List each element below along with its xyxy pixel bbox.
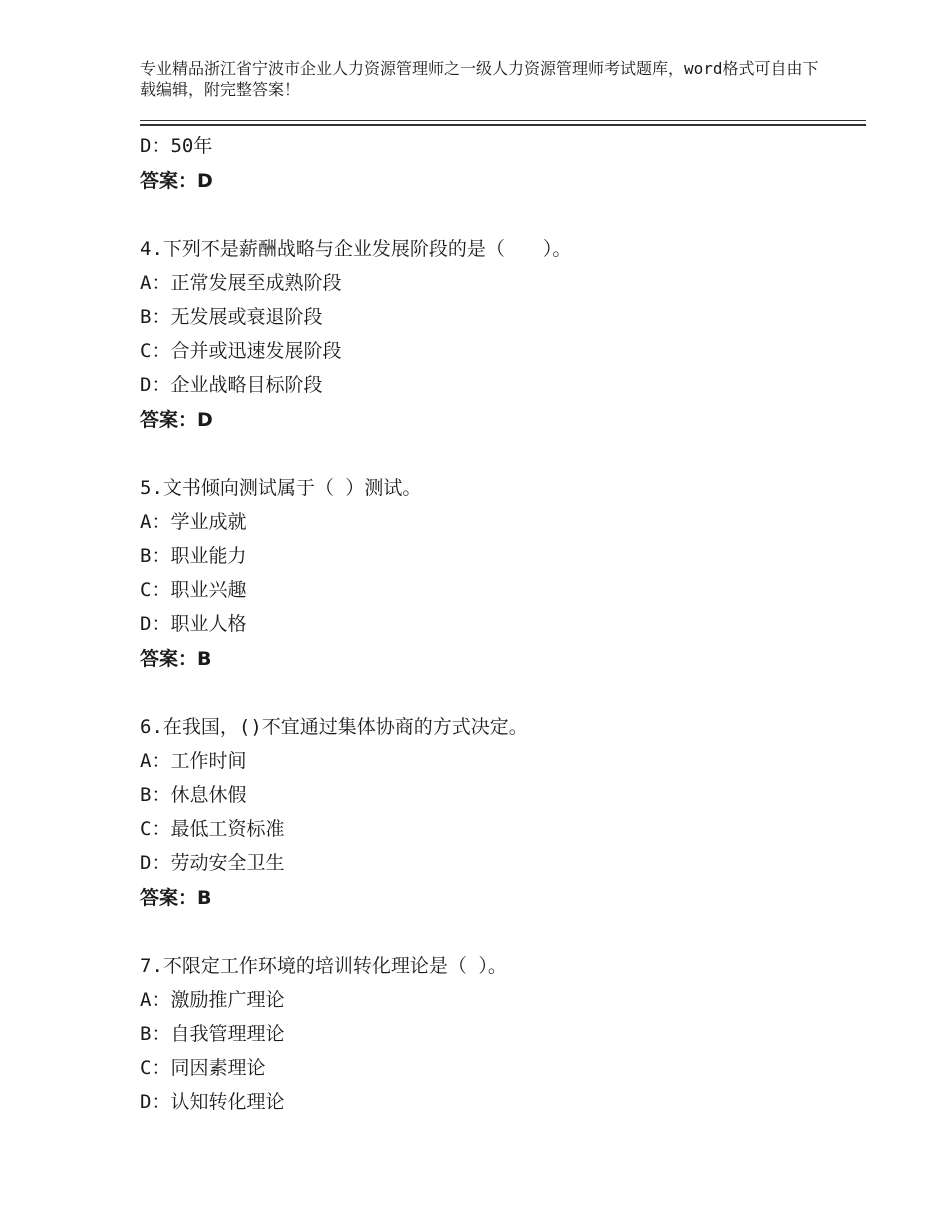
q7-stem: 7.不限定工作环境的培训转化理论是（ ）。 [140, 955, 507, 977]
q5-option-a: A：学业成就 [140, 511, 247, 533]
q7-option-b: B：自我管理理论 [140, 1023, 285, 1045]
q6-option-c: C：最低工资标准 [140, 818, 285, 840]
document-header: 专业精品浙江省宁波市企业人力资源管理师之一级人力资源管理师考试题库，word格式可自由下载编辑，附完整答案！ [140, 59, 819, 99]
q5-stem: 5.文书倾向测试属于（ ）测试。 [140, 477, 422, 499]
q5-option-d: D：职业人格 [140, 613, 247, 635]
q5-option-c: C：职业兴趣 [140, 579, 247, 601]
q7-option-a: A：激励推广理论 [140, 989, 285, 1011]
q6-option-a: A：工作时间 [140, 750, 247, 772]
q5-answer: 答案：B [140, 648, 212, 670]
q4-stem: 4.下列不是薪酬战略与企业发展阶段的是（ ）。 [140, 238, 572, 260]
q6-option-b: B：休息休假 [140, 784, 247, 806]
q6-stem: 6.在我国，()不宜通过集体协商的方式决定。 [140, 716, 528, 738]
q4-option-b: B：无发展或衰退阶段 [140, 306, 323, 328]
q6-option-d: D：劳动安全卫生 [140, 852, 285, 874]
q3-answer: 答案：D [140, 170, 213, 192]
q7-option-d: D：认知转化理论 [140, 1091, 285, 1113]
q4-option-c: C：合并或迅速发展阶段 [140, 340, 342, 362]
q4-option-a: A：正常发展至成熟阶段 [140, 272, 342, 294]
q4-answer: 答案：D [140, 409, 213, 431]
q4-option-d: D：企业战略目标阶段 [140, 374, 323, 396]
header-divider-thick [140, 124, 866, 126]
header-divider-thin [140, 120, 866, 121]
q5-option-b: B：职业能力 [140, 545, 247, 567]
q6-answer: 答案：B [140, 887, 212, 909]
q7-option-c: C：同因素理论 [140, 1057, 266, 1079]
q3-option-d: D：50年 [140, 135, 213, 157]
